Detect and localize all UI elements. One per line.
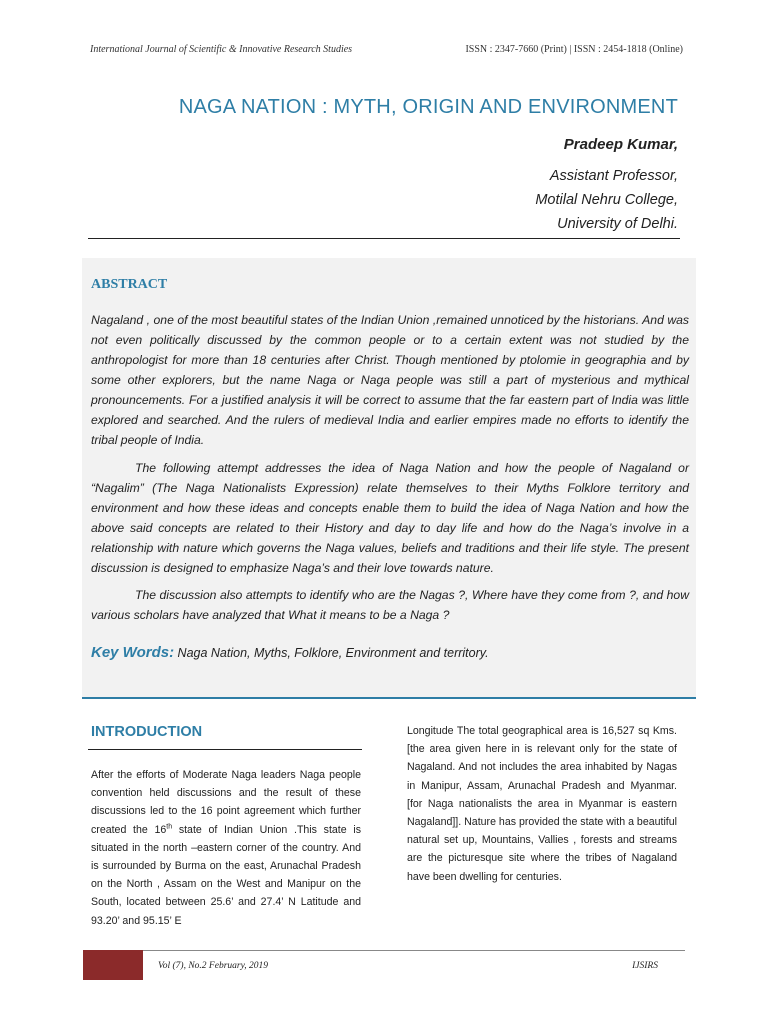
paper-title: NAGA NATION : MYTH, ORIGIN AND ENVIRONMENT [178,96,678,118]
superscript-th: th [166,823,173,831]
abstract-paragraph-1: Nagaland , one of the most beautiful states of the Indian Union ,remained unnoticed by the historians. And was not even politically discussed by the common people or to a certain extent was not studied by the anthropologist for more than 18 centuries after Christ. Though mentioned by ptolomie in geographia and by some other explorers, but the name Naga or Naga people was still a part of mysterious and mythical pronouncements. For a justified analysis it will be correct to assume that the far eastern part of India was little explored and searched. And the rulers of medieval India and earlier empires made no efforts to identify the tribal people of India. [91,313,689,447]
footer-journal-abbr: IJSIRS [632,961,658,971]
author-name: Pradeep Kumar, [563,136,678,153]
author-college: Motilal Nehru College, [535,192,678,208]
footer-accent-block [83,950,143,980]
issn-info: ISSN : 2347-7660 (Print) | ISSN : 2454-1818 (Online) [465,44,683,55]
abstract-bottom-rule [82,697,696,699]
abstract-paragraph-3: The discussion also attempts to identify who are the Nagas ?, Where have they come from ?, and how various scholars have analyzed that What it means to be a Naga ? [91,588,689,622]
keywords-label: Key Words: [91,644,175,661]
footer-rule [83,950,685,951]
author-position: Assistant Professor, [549,168,678,184]
intro-left-column [91,766,361,930]
abstract-heading: ABSTRACT [91,277,168,292]
keywords [91,644,691,661]
introduction-heading: INTRODUCTION [91,724,203,740]
intro-left-text-b: state of Indian Union .This state is situated in the north –eastern corner of the country. And is surrounded by Burma on the east, Arunachal Pradesh on the North , Assam on the West and Manipur on the South, located between 25.6’ and 27.4’ N Latitude and 93.20’ and 95.15’ E [91,823,361,927]
author-university: University of Delhi. [557,216,678,232]
title-divider [88,238,680,239]
keywords-text: Naga Nation, Myths, Folklore, Environment and territory. [174,646,489,660]
intro-left-text-a: After the efforts of Moderate Naga leaders Naga people convention held discussions and the result of these discussions led to the 16 point agreement which further created the 16 [91,769,361,836]
introduction-divider [88,749,362,750]
abstract-paragraph-2: The following attempt addresses the idea of Naga Nation and how the people of Nagaland or “Nagalim” (The Naga Nationalists Expression) relate themselves to their Myths Folklore territory and environment and how these ideas and concepts enable them to build the idea of Naga Nation and how the above said concepts are related to their History and day to day life and how do the Naga’s involve in a relationship with nature which governs the Naga values, beliefs and traditions and their life style. The present discussion is designed to emphasize Naga’s and their love towards nature. [91,461,689,575]
intro-right-column: Longitude The total geographical area is 16,527 sq Kms. [the area given here in is relevant only for the state of Nagaland. And not includes the area inhabited by Nagas in Manipur, Assam, Arunachal Pradesh and Myanmar. [for Naga nationalists the area in Myanmar is eastern Nagaland]]. Nature has provided the state with a beautiful natural set up, Mountains, Vallies , forests and streams are the picturesque site where the tribes of Nagaland have been dwelling for centuries. [407,725,677,883]
journal-name: International Journal of Scientific & Innovative Research Studies [90,44,353,55]
footer-issue: Vol (7), No.2 February, 2019 [158,961,269,971]
